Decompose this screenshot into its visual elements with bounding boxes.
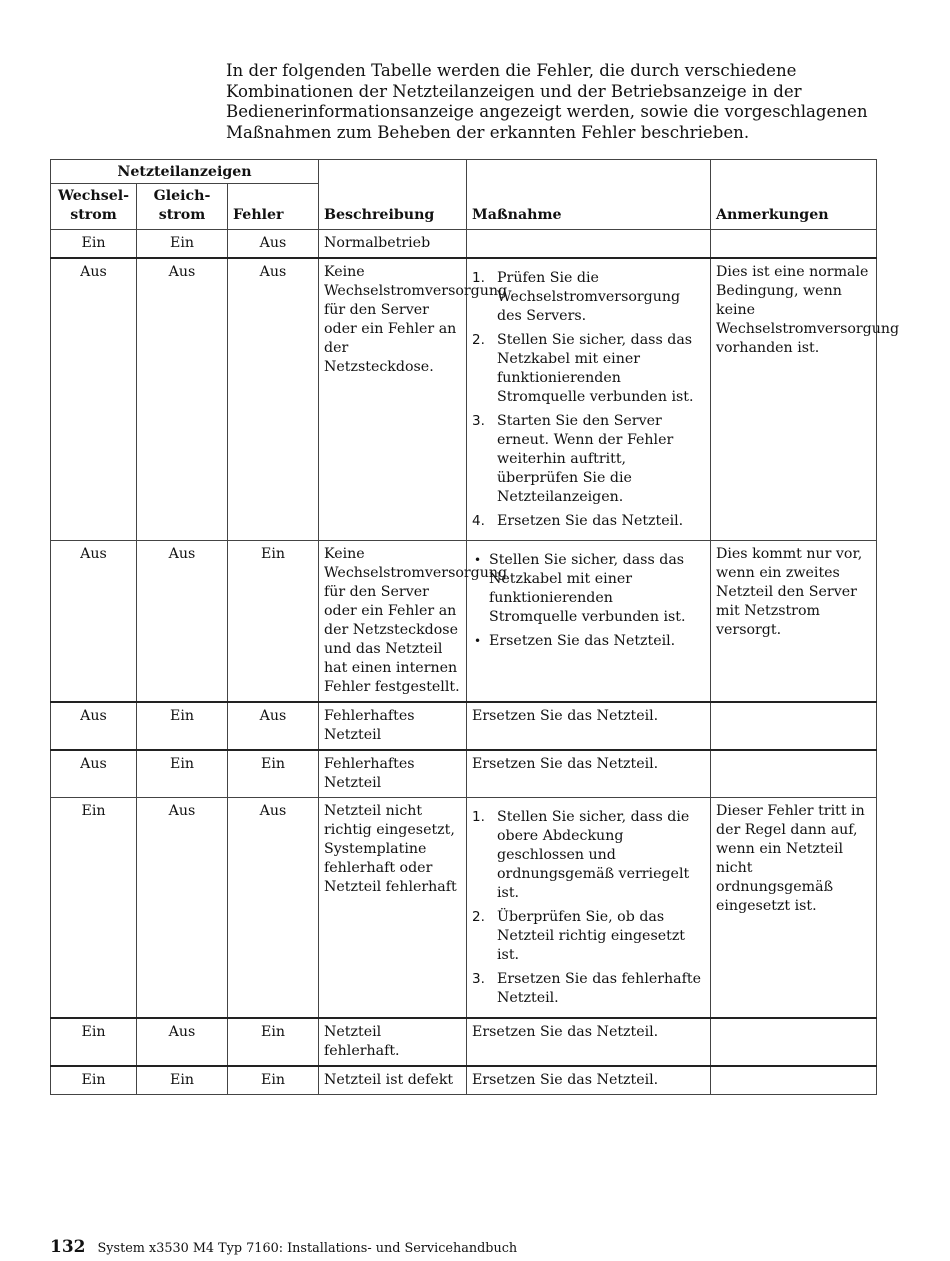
cell-beschreibung: Keine Wechselstromversorgung für den Server oder ein Fehler an der Netzsteckdose und das Netzteil hat einen internen Fehler festgestellt. — [319, 541, 467, 703]
cell-wechselstrom: Ein — [51, 798, 137, 1019]
header-fehler: Fehler — [228, 184, 319, 230]
table-row — [51, 230, 877, 259]
table-row — [51, 258, 877, 541]
cell-massnahme — [467, 541, 711, 703]
cell-fehler: Aus — [228, 258, 319, 541]
cell-wechselstrom: Ein — [51, 230, 137, 259]
action-steps-list — [472, 808, 705, 1008]
cell-gleichstrom: Ein — [137, 750, 228, 798]
cell-massnahme — [467, 230, 711, 259]
group-header: Netzteilanzeigen — [51, 160, 319, 184]
action-step: 2. Überprüfen Sie, ob das Netzteil richtig eingesetzt ist. — [472, 909, 686, 963]
cell-wechselstrom: Ein — [51, 1066, 137, 1095]
cell-massnahme: Ersetzen Sie das Netzteil. — [467, 1018, 711, 1066]
cell-beschreibung: Netzteil fehlerhaft. — [319, 1018, 467, 1066]
cell-beschreibung: Normalbetrieb — [319, 230, 467, 259]
action-step: 4. Ersetzen Sie das Netzteil. — [472, 513, 684, 529]
cell-gleichstrom: Aus — [137, 1018, 228, 1066]
action-step: 2. Stellen Sie sicher, dass das Netzkabel mit einer funktionierenden Stromquelle verbunden ist. — [472, 332, 694, 405]
cell-massnahme: Ersetzen Sie das Netzteil. — [467, 1066, 711, 1095]
table-row — [51, 1066, 877, 1095]
cell-anmerkungen — [711, 750, 877, 798]
cell-fehler: Ein — [228, 541, 319, 703]
cell-massnahme: Ersetzen Sie das Netzteil. — [467, 750, 711, 798]
table-row — [51, 798, 877, 1019]
action-step: 3. Ersetzen Sie das fehlerhafte Netzteil. — [472, 971, 701, 1006]
cell-anmerkungen: Dieser Fehler tritt in der Regel dann auf, wenn ein Netzteil nicht ordnungsgemäß eingesetzt ist. — [711, 798, 877, 1019]
cell-wechselstrom: Aus — [51, 750, 137, 798]
cell-massnahme — [467, 798, 711, 1019]
cell-beschreibung: Netzteil nicht richtig eingesetzt, Systemplatine fehlerhaft oder Netzteil fehlerhaft — [319, 798, 467, 1019]
cell-beschreibung: Fehlerhaftes Netzteil — [319, 702, 467, 750]
action-step: 3. Starten Sie den Server erneut. Wenn der Fehler weiterhin auftritt, überprüfen Sie die Netzteilanzeigen. — [472, 413, 674, 505]
cell-anmerkungen: Dies kommt nur vor, wenn ein zweites Netzteil den Server mit Netzstrom versorgt. — [711, 541, 877, 703]
cell-fehler: Aus — [228, 230, 319, 259]
table-row — [51, 1018, 877, 1066]
table-row — [51, 750, 877, 798]
header-massnahme: Maßnahme — [467, 160, 711, 230]
cell-wechselstrom: Aus — [51, 258, 137, 541]
cell-wechselstrom: Aus — [51, 702, 137, 750]
cell-gleichstrom: Ein — [137, 230, 228, 259]
action-bullet: • Stellen Sie sicher, dass das Netzkabel mit einer funktionierenden Stromquelle verbunden ist. — [474, 552, 686, 625]
cell-wechselstrom: Ein — [51, 1018, 137, 1066]
action-bullet-list — [472, 551, 705, 651]
page-number: 132 — [50, 1237, 86, 1257]
power-supply-led-table — [50, 159, 900, 1095]
table-row — [51, 702, 877, 750]
intro-paragraph: In der folgenden Tabelle werden die Fehler, die durch verschiedene Kombinationen der Netzteilanzeigen und der Betriebsanzeige in der Bedienerinformationsanzeige angezeigt werden, sowie die vorgeschlagenen Maßnahmen zum Beheben der erkannten Fehler beschrieben. — [226, 61, 868, 142]
cell-gleichstrom: Ein — [137, 702, 228, 750]
cell-gleichstrom: Aus — [137, 258, 228, 541]
document-title: System x3530 M4 Typ 7160: Installations- und Servicehandbuch — [97, 1241, 518, 1256]
cell-anmerkungen — [711, 702, 877, 750]
cell-massnahme: Ersetzen Sie das Netzteil. — [467, 702, 711, 750]
cell-anmerkungen — [711, 1018, 877, 1066]
cell-gleichstrom: Aus — [137, 798, 228, 1019]
cell-gleichstrom: Ein — [137, 1066, 228, 1095]
action-bullet: • Ersetzen Sie das Netzteil. — [474, 633, 676, 649]
cell-anmerkungen: Dies ist eine normale Bedingung, wenn keine Wechselstromversorgung vorhanden ist. — [711, 258, 877, 541]
page-footer — [50, 1237, 517, 1261]
action-step: 1. Stellen Sie sicher, dass die obere Abdeckung geschlossen und ordnungsgemäß verriegelt ist. — [472, 809, 690, 901]
cell-beschreibung: Netzteil ist defekt — [319, 1066, 467, 1095]
header-anmerkungen: Anmerkungen — [711, 160, 877, 230]
header-gleichstrom: Gleich- strom — [137, 184, 228, 230]
cell-fehler: Aus — [228, 798, 319, 1019]
cell-wechselstrom: Aus — [51, 541, 137, 703]
cell-beschreibung: Keine Wechselstromversorgung für den Server oder ein Fehler an der Netzsteckdose. — [319, 258, 467, 541]
cell-fehler: Aus — [228, 702, 319, 750]
cell-fehler: Ein — [228, 1066, 319, 1095]
cell-anmerkungen — [711, 230, 877, 259]
action-steps-list — [472, 269, 705, 531]
action-step: 1. Prüfen Sie die Wechselstromversorgung des Servers. — [472, 270, 681, 324]
header-wechselstrom: Wechsel- strom — [51, 184, 137, 230]
header-row-group — [51, 160, 877, 184]
cell-fehler: Ein — [228, 750, 319, 798]
cell-anmerkungen — [711, 1066, 877, 1095]
table-row — [51, 541, 877, 703]
cell-fehler: Ein — [228, 1018, 319, 1066]
cell-massnahme — [467, 258, 711, 541]
header-beschreibung: Beschreibung — [319, 160, 467, 230]
cell-beschreibung: Fehlerhaftes Netzteil — [319, 750, 467, 798]
cell-gleichstrom: Aus — [137, 541, 228, 703]
